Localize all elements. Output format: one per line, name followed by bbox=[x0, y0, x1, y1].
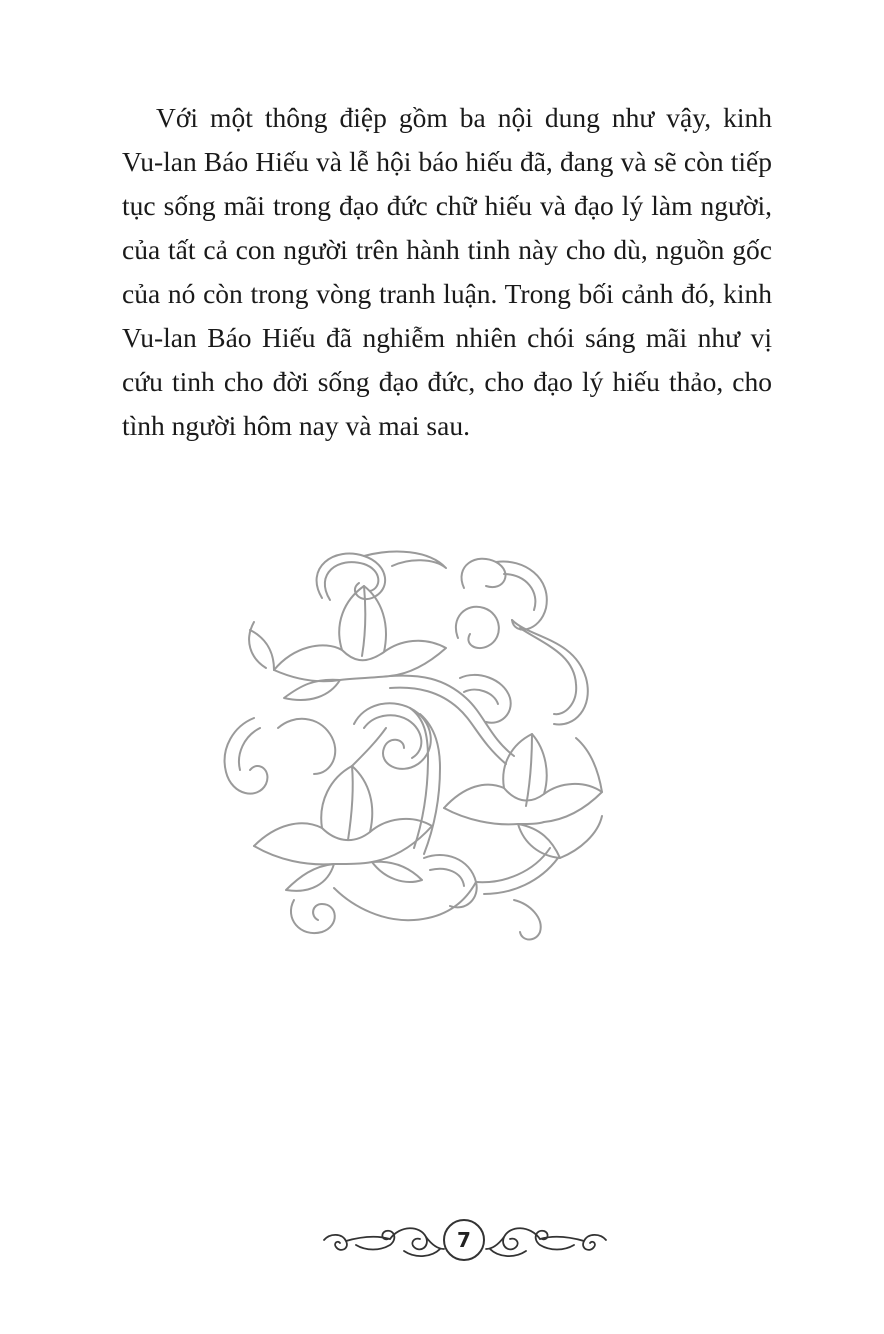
paragraph-line: tục sống mãi trong đạo đức chữ hiếu và đạo lý làm người, bbox=[122, 190, 772, 221]
paragraph-line: của tất cả con người trên hành tinh này cho dù, nguồn gốc bbox=[122, 234, 772, 265]
lotus-ornament-icon bbox=[214, 528, 610, 946]
body-paragraph bbox=[122, 96, 772, 448]
paragraph-line: Vu-lan Báo Hiếu và lễ hội báo hiếu đã, đang và sẽ còn tiếp bbox=[122, 146, 772, 177]
paragraph-line: của nó còn trong vòng tranh luận. Trong bối cảnh đó, kinh bbox=[122, 278, 772, 309]
paragraph-line: tình người hôm nay và mai sau. bbox=[122, 410, 470, 441]
paragraph-line: cứu tinh cho đời sống đạo đức, cho đạo lý hiếu thảo, cho bbox=[122, 366, 772, 397]
page-number-badge bbox=[443, 1219, 485, 1261]
paragraph-line: Vu-lan Báo Hiếu đã nghiễm nhiên chói sáng mãi như vị bbox=[122, 322, 772, 353]
paragraph-line: Với một thông điệp gồm ba nội dung như vậy, kinh bbox=[156, 102, 772, 133]
page-number: 7 bbox=[457, 1228, 471, 1252]
